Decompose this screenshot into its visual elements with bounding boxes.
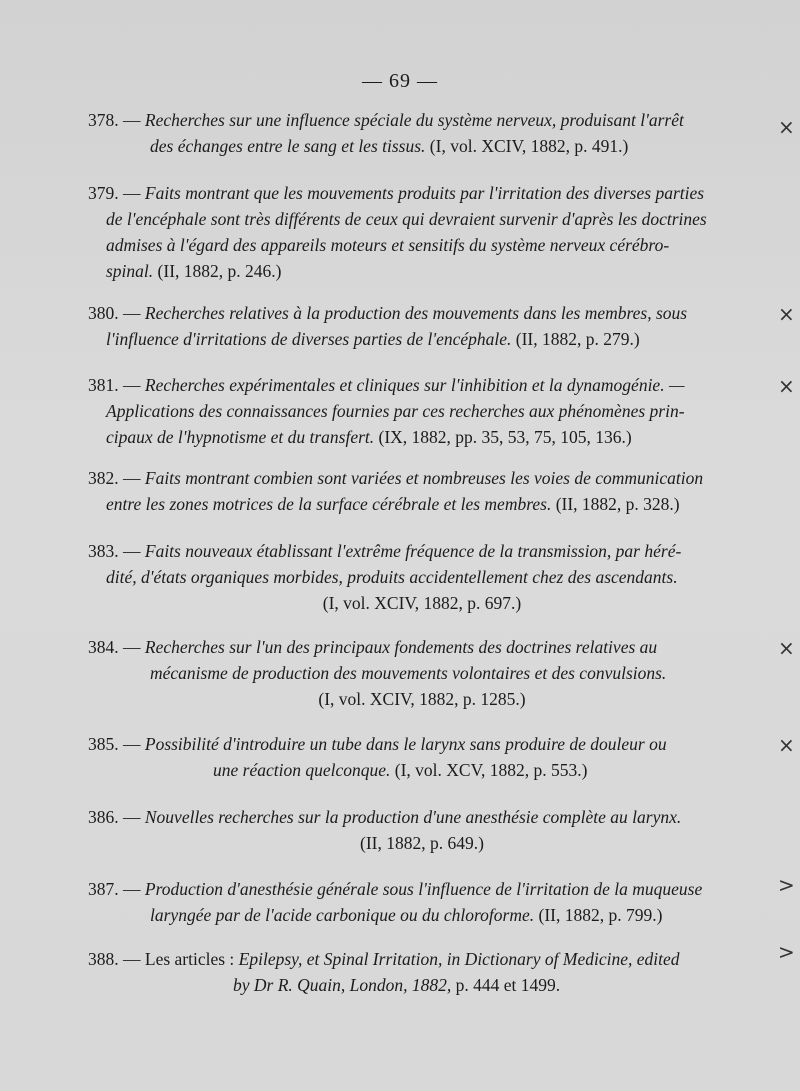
entry-number: 381. — (88, 375, 141, 395)
entry-title-line: dité, d'états organiques morbides, produits accidentellement chez des ascendants. (106, 567, 678, 587)
entry-title-line: by Dr R. Quain, London, 1882, (233, 975, 452, 995)
entry-prefix: Les articles : (144, 949, 235, 969)
bibliography-entry-378 (88, 107, 756, 159)
entry-number: 386. — (88, 807, 141, 827)
entry-title-line: Nouvelles recherches sur la production d'une anesthésie complète au larynx. (144, 807, 682, 827)
bibliography-entry-387 (88, 876, 756, 928)
entry-reference: (I, vol. XCIV, 1882, p. 697.) (322, 593, 522, 613)
entry-title-line: Recherches expérimentales et cliniques sur l'inhibition et la dynamogénie. — (144, 375, 685, 395)
bibliography-entry-386 (88, 804, 756, 856)
entry-reference: (II, 1882, p. 328.) (555, 494, 680, 514)
bibliography-entry-380 (88, 300, 756, 352)
entry-reference: (II, 1882, p. 246.) (157, 261, 282, 281)
bibliography-entry-382 (88, 465, 756, 517)
entry-number: 380. — (88, 303, 141, 323)
entry-title-line: Applications des connaissances fournies par ces recherches aux phénomènes prin- (106, 401, 685, 421)
entry-number: 388. — (88, 949, 141, 969)
entry-number: 387. — (88, 879, 141, 899)
entry-number: 383. — (88, 541, 141, 561)
entry-number: 385. — (88, 734, 141, 754)
entry-number: 384. — (88, 637, 141, 657)
margin-cross-mark: × (778, 302, 795, 326)
entry-title-line: Recherches sur l'un des principaux fondements des doctrines relatives au (144, 637, 658, 657)
bibliography-entry-383 (88, 538, 756, 616)
entry-reference: (IX, 1882, pp. 35, 53, 75, 105, 136.) (378, 427, 632, 447)
entry-reference: (II, 1882, p. 799.) (538, 905, 663, 925)
entry-title-line: Production d'anesthésie générale sous l'influence de l'irritation de la muqueuse (144, 879, 703, 899)
margin-cross-mark: × (778, 733, 795, 757)
entry-title-line: Epilepsy, et Spinal Irritation, in Dictionary of Medicine, edited (238, 949, 680, 969)
bibliography-entry-381 (88, 372, 756, 450)
entry-title-line: Recherches sur une influence spéciale du système nerveux, produisant l'arrêt (144, 110, 684, 130)
entry-title-line: spinal. (106, 261, 154, 281)
entry-title-line: cipaux de l'hypnotisme et du transfert. (106, 427, 375, 447)
entry-title-line: admises à l'égard des appareils moteurs et sensitifs du système nerveux cérébro- (106, 235, 670, 255)
entry-title-line: une réaction quelconque. (213, 760, 391, 780)
margin-cross-mark: × (778, 374, 795, 398)
bibliography-entry-384 (88, 634, 756, 712)
entry-reference: (I, vol. XCV, 1882, p. 553.) (394, 760, 588, 780)
margin-angle-mark: > (778, 940, 795, 964)
bibliography-entry-379 (88, 180, 756, 284)
entry-title-line: l'influence d'irritations de diverses parties de l'encéphale. (106, 329, 512, 349)
entry-title-line: Possibilité d'introduire un tube dans le larynx sans produire de douleur ou (144, 734, 667, 754)
entry-title-line: entre les zones motrices de la surface cérébrale et les membres. (106, 494, 552, 514)
margin-angle-mark: > (778, 873, 795, 897)
margin-cross-mark: × (778, 636, 795, 660)
entry-title-line: Recherches relatives à la production des mouvements dans les membres, sous (144, 303, 688, 323)
entry-number: 379. — (88, 183, 141, 203)
entry-title-line: Faits montrant que les mouvements produits par l'irritation des diverses parties (144, 183, 705, 203)
entry-reference: (II, 1882, p. 279.) (515, 329, 640, 349)
entry-title-line: laryngée par de l'acide carbonique ou du chloroforme. (150, 905, 535, 925)
entry-reference: (I, vol. XCIV, 1882, p. 491.) (429, 136, 629, 156)
entry-reference: (I, vol. XCIV, 1882, p. 1285.) (318, 689, 526, 709)
bibliography-entry-388 (88, 946, 756, 998)
entry-reference: (II, 1882, p. 649.) (360, 833, 484, 853)
margin-cross-mark: × (778, 115, 795, 139)
entry-title-line: mécanisme de production des mouvements volontaires et des convulsions. (150, 663, 667, 683)
entry-title-line: Faits montrant combien sont variées et nombreuses les voies de communication (144, 468, 704, 488)
entry-title-line: Faits nouveaux établissant l'extrême fréquence de la transmission, par héré- (144, 541, 682, 561)
entry-title-line: de l'encéphale sont très différents de ceux qui devraient survenir d'après les doctrines (106, 209, 707, 229)
page-number: — 69 — (362, 70, 438, 92)
entry-reference: p. 444 et 1499. (455, 975, 561, 995)
entry-number: 382. — (88, 468, 141, 488)
bibliography-entry-385 (88, 731, 756, 783)
entry-number: 378. — (88, 110, 141, 130)
entry-title-line: des échanges entre le sang et les tissus. (150, 136, 426, 156)
